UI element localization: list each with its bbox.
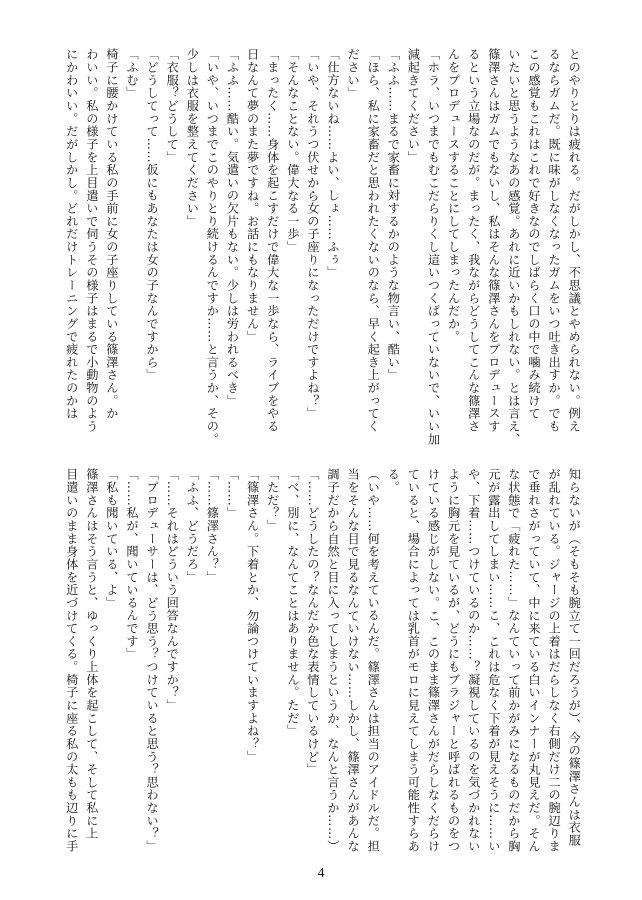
text-line: わいい。私の様子を上目遣いで伺うその様子はまるで小動物のよう (84, 48, 99, 433)
text-line: な状態で「疲れた……」なんていって前かがみになるものだから胸 (506, 468, 521, 853)
text-line: 篠澤さんはそう言うと、ゆっくり上体を起こして、そして私に上 (84, 468, 99, 840)
text-line: 「ふふ……まるで家畜に対するかのような物言い、酷い」 (386, 48, 401, 382)
text-line: 「そんなことない。偉大なる一歩」 (285, 48, 300, 254)
text-line: 減起きてください」 (406, 48, 421, 164)
text-line: んをプロデュースすることにしてしまったんだか。 (446, 48, 461, 343)
upper-text-block (0, 48, 642, 458)
text-line: で垂れさがっていて、中に来ている白いインナーが丸見えだ。そん (527, 468, 541, 853)
text-line: 「どうしてって……仮にもあなたは女の子なんですから」 (145, 48, 160, 382)
text-line: 椅子に腰かけている私の手前に女の子座りしている篠澤さん。か (104, 48, 119, 420)
text-line: けている感じがしない。こ、このまま篠澤さんがだらしなくだらけ (426, 468, 441, 853)
text-line: 「衣服？どうして」 (165, 48, 180, 164)
text-line: 「私も聞いている、よ」 (104, 468, 119, 610)
text-line: この感覚もこれはこれで好きなのでしばらく口の中で噛み続けて (527, 48, 541, 420)
text-line: ように胸元を見ているが、どうにもブラジャーと呼ばれるものをつ (446, 468, 461, 853)
text-line: 「仕方ないね……よい、しょ……ふぅ」 (326, 48, 340, 279)
text-line: 「ふふ、どうだろ」 (185, 468, 200, 584)
text-line: 「いや、それうつ伏せから女の子座りになっただけですよね？」 (305, 48, 320, 420)
text-line: （いや……何を考えているんだ。篠澤さんは担当のアイドルだ。担 (366, 468, 381, 853)
text-line: 「プロデューサーは、どう思う？つけていると思う？思わない？」 (145, 468, 160, 853)
text-line: 知らないが（そもそも腕立て一回だろうが）、今の篠澤さんは衣服 (567, 468, 582, 847)
text-line: 当をそんな目で見るなんていけない……しかし、篠澤さんがあんな (346, 468, 361, 853)
text-line: にかわいい。だがしかし。どれだけトレーニングで疲れたのかは (64, 48, 79, 420)
text-line: が乱れている。ジャージの上着はだらしなく右側だけ二の腕辺りま (547, 468, 562, 853)
text-line: 「ホラ、いつまでもむこだらりくし這いつくばっていないで、いい加 (426, 48, 441, 446)
text-line: 「……」 (225, 468, 240, 520)
text-line: いたいと思うようなあの感覚。あれに近いかもしれない。とは言え、 (506, 48, 521, 446)
text-line: 「ふふ……酷い。気遣いの欠片もない。少しは労われるべき」 (225, 48, 240, 407)
text-line: 「……篠澤さん？」 (205, 468, 220, 584)
text-line: ていると、場合によっては乳首がモロに見えてしまう可能性すらあ (406, 468, 421, 853)
text-line: や、下着……つけているのか……？凝視しているのを気づかれない (466, 468, 481, 853)
text-line: 調子だから自然と目に入ってしまうというか、なんと言うか……） (326, 468, 340, 853)
text-line: 「べ、別に、なんてことはありません。ただ」 (285, 468, 300, 738)
text-line: 元が露出してしまい……こ、これは危なく下着が見えそうに……い (486, 468, 501, 853)
text-line: 「……私が、聞いているんです」 (125, 468, 139, 661)
text-line: る。 (386, 468, 401, 494)
text-line: 目遣いのまま身体を近づけてくる。椅子に座る私の太もも辺りに手 (64, 468, 79, 853)
text-line: 「いや、いつまでこのやりとり続けるんですか……と言うか、その。 (205, 48, 220, 446)
text-line: 「まったく……身体を起こすだけで偉大な一歩なら、ライブをやる (265, 48, 280, 433)
lower-text-block (0, 468, 642, 853)
text-line: 「……それはどういう回答なんですか？」 (165, 468, 180, 712)
text-line: るという立場なのだが。まったく、我ながらどうしてこんな篠澤さ (466, 48, 481, 433)
text-line: るならガムだ。既に味がしなくなったガムをいつ吐き出すか。でも (547, 48, 562, 433)
text-line: ださい」 (346, 48, 361, 100)
text-line: 篠澤さんはガムでもないし、私はそんな篠澤さんをプロデュースす (486, 48, 501, 433)
text-line: 「ただ？」 (265, 468, 280, 533)
text-line: 「ほら、私に家畜だと思われたくないのなら、早く起き上がってく (366, 48, 381, 433)
text-line: 「篠澤さん。下着とか、勿論つけていますよね？」 (245, 468, 260, 763)
text-line: 少しは衣服を整えてください」 (185, 48, 200, 228)
page-number: 4 (317, 866, 325, 881)
text-line: 日なんて夢のまた夢ですね。お話にもなりません」 (245, 48, 260, 343)
text-line: 「……どうしたの？なんだか色な表情しているけど」 (305, 468, 320, 776)
text-line: 「ふむ」 (125, 48, 139, 100)
text-line: とのやりとりは疲れる。だがしかし、不思議とやめられない。例え (567, 48, 582, 433)
